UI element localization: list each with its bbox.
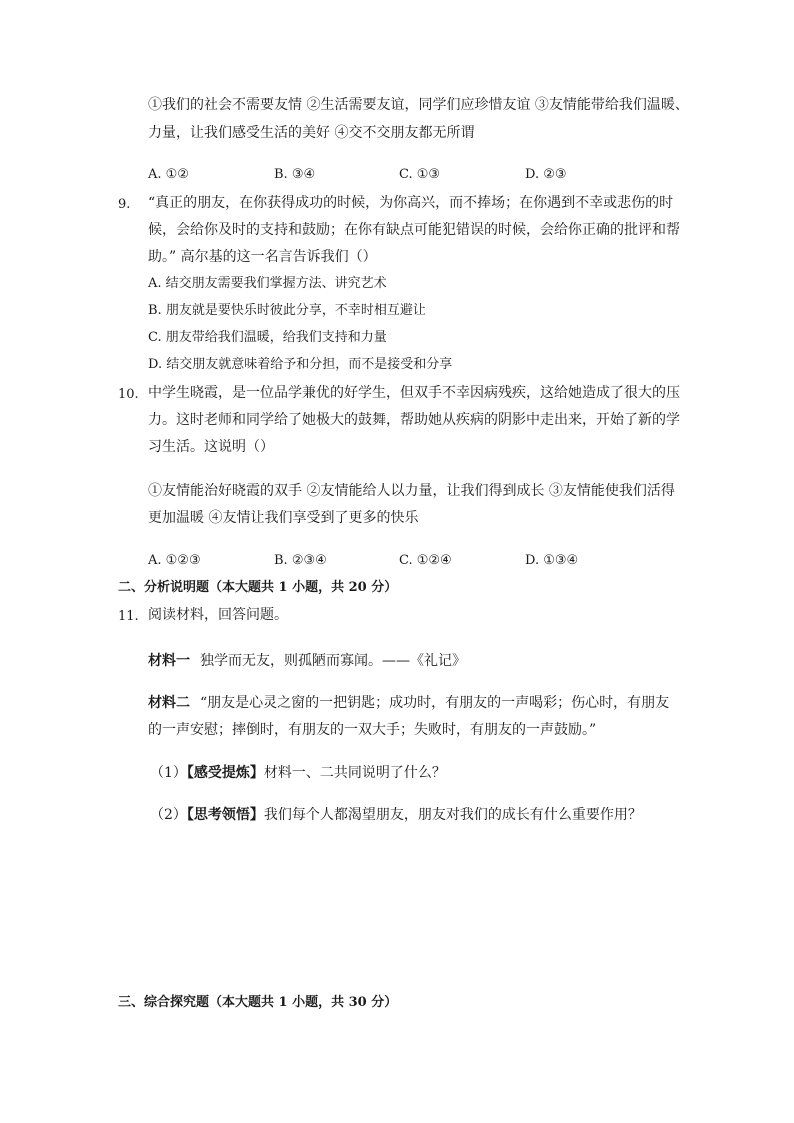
sub2-tag: 【思考领悟】 [186, 807, 264, 823]
sub2-text: 我们每个人都渴望朋友，朋友对我们的成长有什么重要作用？ [263, 807, 642, 823]
section-3-heading: 三、综合探究题（本大题共 1 小题，共 30 分） [118, 995, 398, 1010]
q9-option-d: D. 结交朋友就意味着给予和分担，而不是接受和分享 [148, 357, 453, 372]
material2-label: 材料二 [148, 695, 190, 711]
q8-option-c: C. ①③ [399, 167, 441, 182]
sub1-tag: 【感受提炼】 [186, 765, 264, 781]
q11-material1 [148, 652, 466, 670]
q8-option-b: B. ③④ [274, 167, 316, 182]
q10-stem-line1: 中学生晓霞，是一位品学兼优的好学生，但双手不幸因病残疾，这给她造成了很大的压 [148, 385, 680, 401]
q10-stem-line3: 习生活。这说明（） [148, 439, 274, 455]
material1-text: 独学而无友，则孤陋而寡闻。——《礼记》 [200, 653, 466, 669]
q10-stem-line2: 力。这时老师和同学给了她极大的鼓舞，帮助她从疾病的阴影中走出来，开始了新的学 [148, 412, 680, 428]
q11-sub2 [150, 806, 642, 824]
q10-statements-line1: ①友情能治好晓霞的双手 ②友情能给人以力量，让我们得到成长 ③友情能使我们活得 [148, 483, 675, 499]
material2-text-line1: “朋友是心灵之窗的一把钥匙；成功时，有朋友的一声喝彩；伤心时，有朋友 [200, 695, 670, 711]
q9-option-a: A. 结交朋友需要我们掌握方法、讲究艺术 [148, 276, 387, 291]
q11-stem: 阅读材料，回答问题。 [148, 607, 288, 623]
q9-stem-line1: “真正的朋友，在你获得成功的时候，为你高兴，而不捧场；在你遇到不幸或悲伤的时 [148, 195, 674, 211]
q11-sub1 [150, 764, 446, 782]
q9-option-b: B. 朋友就是要快乐时彼此分享，不幸时相互避让 [148, 303, 426, 318]
q11-number: 11. [118, 609, 139, 624]
q8-statements-line2: 力量，让我们感受生活的美好 ④交不交朋友都无所谓 [148, 125, 475, 141]
q10-option-d: D. ①③④ [525, 553, 579, 568]
q8-option-d: D. ②③ [525, 167, 567, 182]
q9-stem-line2: 候，会给你及时的支持和鼓励；在你有缺点可能犯错误的时候，会给你正确的批评和帮 [148, 222, 680, 238]
q11-material2-line1 [148, 694, 669, 712]
q9-option-c: C. 朋友带给我们温暖，给我们支持和力量 [148, 330, 387, 345]
sub2-prefix: （2） [150, 807, 187, 823]
q10-option-b: B. ②③④ [274, 553, 327, 568]
q11-material2-line2: 的一声安慰；摔倒时，有朋友的一双大手；失败时，有朋友的一声鼓励。” [148, 722, 597, 738]
q8-option-a: A. ①② [148, 167, 189, 182]
sub1-text: 材料一、二共同说明了什么？ [263, 765, 446, 781]
section-2-heading: 二、分析说明题（本大题共 1 小题，共 20 分） [118, 580, 398, 595]
q10-statements-line2: 更加温暖 ④友情让我们享受到了更多的快乐 [148, 510, 419, 526]
sub1-prefix: （1） [150, 765, 187, 781]
q10-number: 10. [118, 387, 139, 402]
q10-option-a: A. ①②③ [148, 553, 201, 568]
material1-label: 材料一 [148, 653, 190, 669]
q8-statements-line1: ①我们的社会不需要友情 ②生活需要友谊，同学们应珍惜友谊 ③友情能带给我们温暖、 [148, 97, 689, 113]
q10-option-c: C. ①②④ [399, 553, 452, 568]
q9-number: 9. [118, 197, 131, 212]
q9-stem-line3: 助。” 高尔基的这一名言告诉我们（） [148, 249, 377, 265]
